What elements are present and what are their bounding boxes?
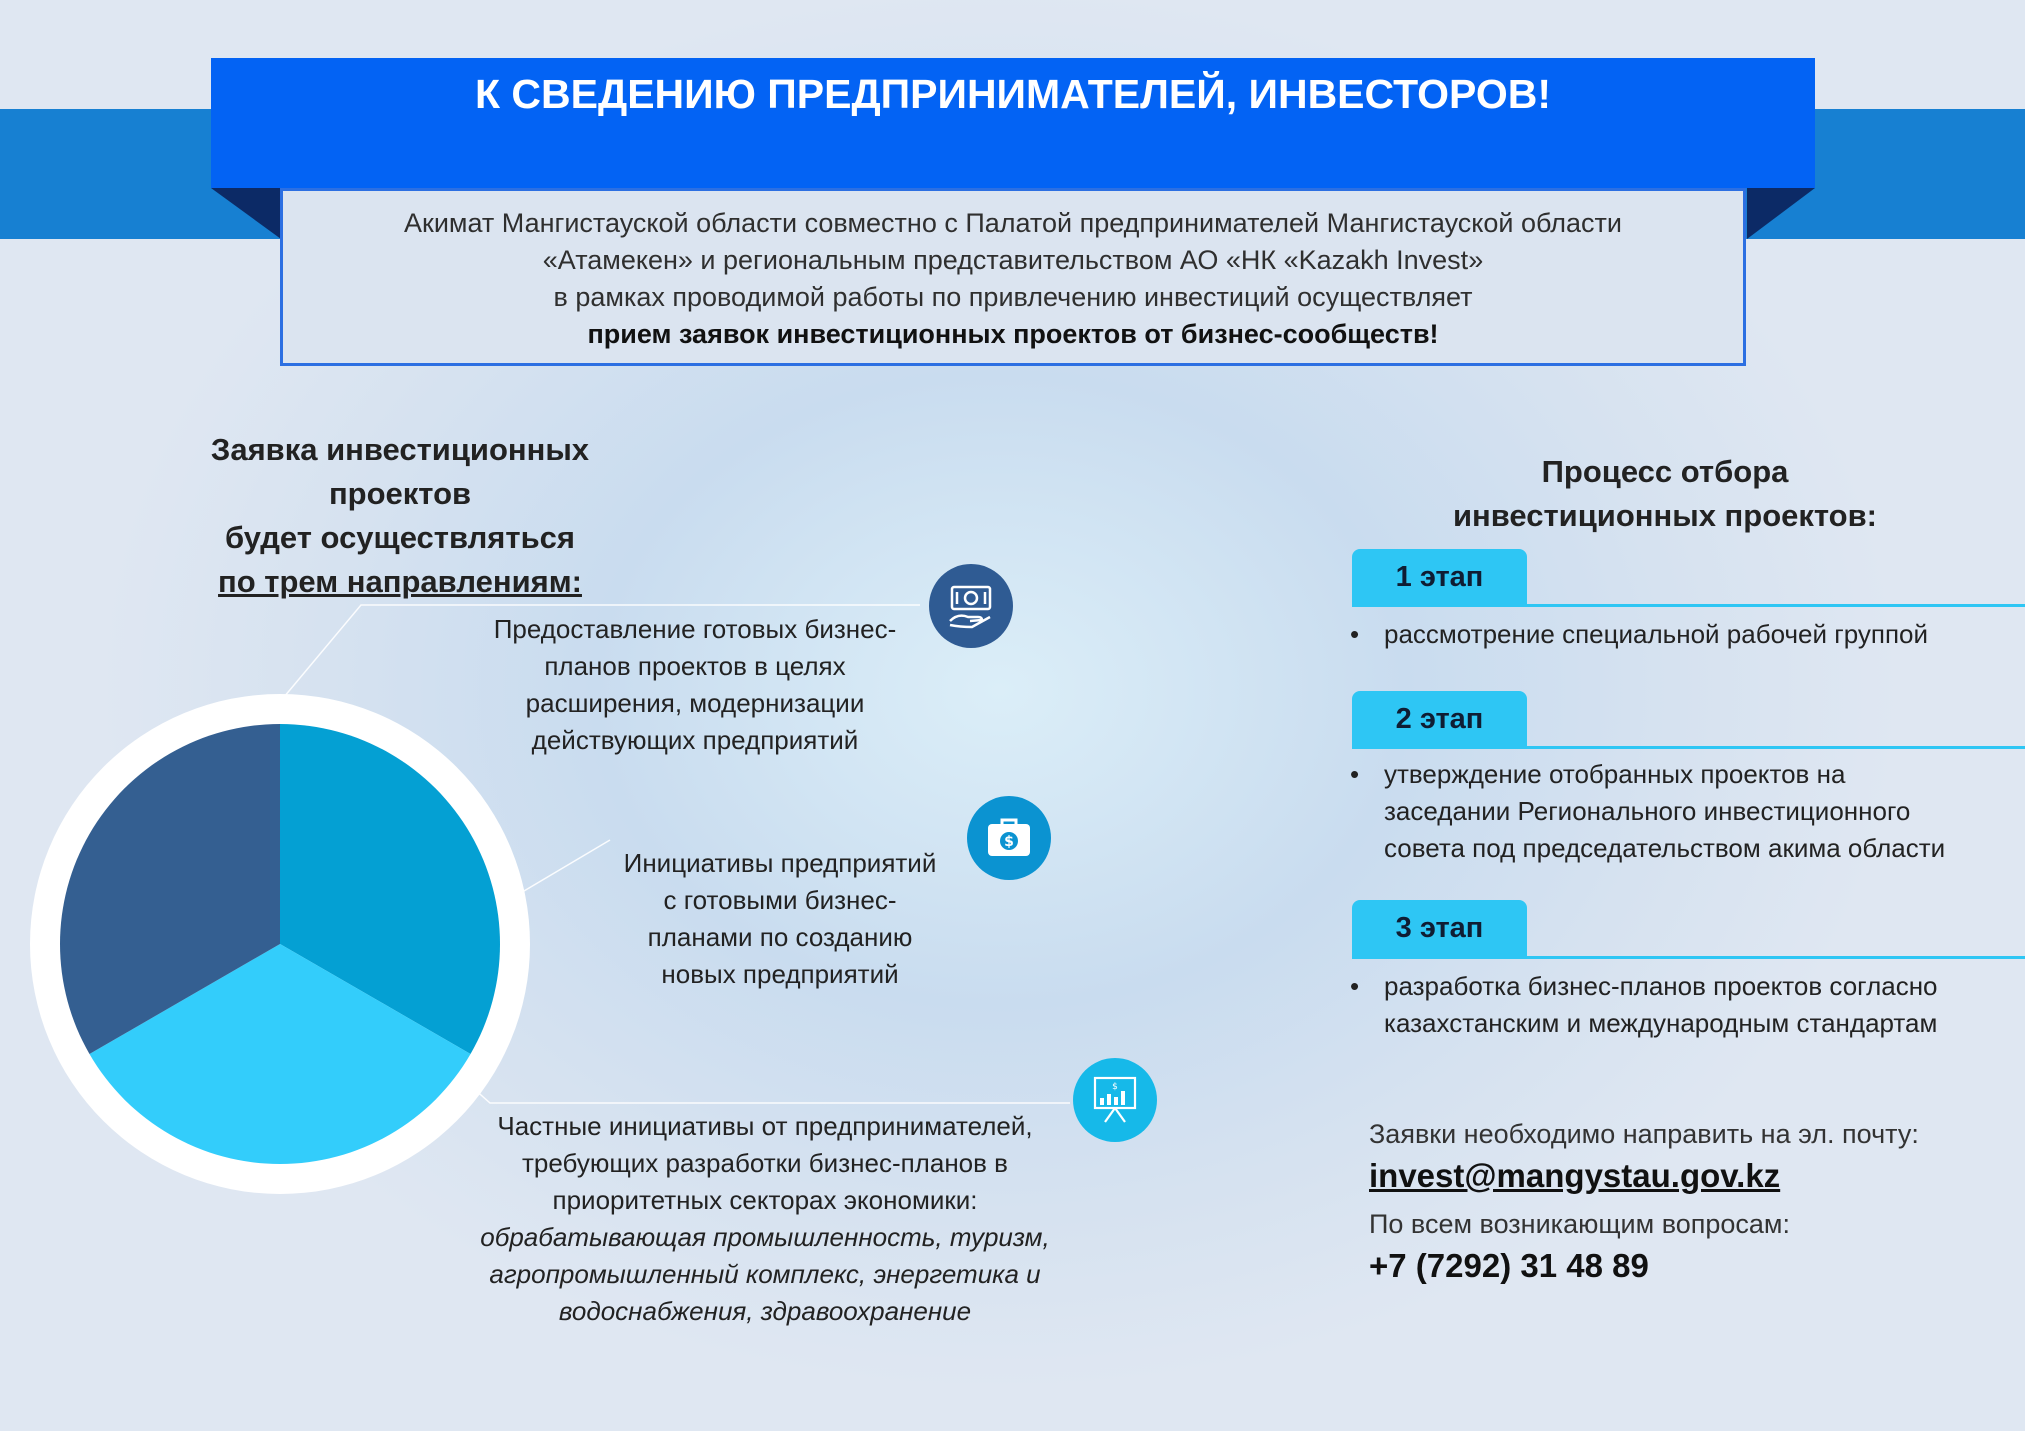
bullet: • [1350,759,1360,789]
direction-line: планами по созданию [647,922,913,952]
direction-line: Инициативы предприятий [623,848,937,878]
stage-2-tab: 2 этап [1352,691,1527,747]
stage-line: заседании Регионального инвестиционного [1384,796,1911,826]
direction-sector-line: водоснабжения, здравоохранение [558,1296,972,1326]
direction-sector-line: агропромышленный комплекс, энергетика и [489,1259,1041,1289]
intro-line: в рамках проводимой работы по привлечению инвестиций осуществляет [553,282,1473,312]
directions-heading-line: Заявка инвестиционных проектов [210,432,590,511]
selection-process-heading [1400,450,1930,538]
direction-2-text [600,845,960,993]
stage-1-divider [1352,604,2025,607]
direction-line: расширения, модернизации [525,688,865,718]
contact-label: Заявки необходимо направить на эл. почту: [1369,1119,1919,1149]
direction-line: приоритетных секторах экономики: [552,1185,978,1215]
stage-3-divider [1352,956,2025,959]
directions-heading [150,428,650,604]
page-title: К СВЕДЕНИЮ ПРЕДПРИНИМАТЕЛЕЙ, ИНВЕСТОРОВ! [475,71,1551,117]
intro-highlight: прием заявок инвестиционных проектов от бизнес-сообществ! [587,319,1439,349]
selection-heading-line: Процесс отбора [1541,454,1789,489]
stage-2-description [1350,756,2010,867]
stage-3-description [1350,968,2010,1042]
direction-sector-line: обрабатывающая промышленность, туризм, [480,1222,1050,1252]
direction-line: с готовыми бизнес- [663,885,897,915]
phone-number[interactable]: +7 (7292) 31 48 89 [1369,1247,1649,1284]
selection-heading-line: инвестиционных проектов: [1452,498,1877,533]
direction-line: Предоставление готовых бизнес- [493,614,897,644]
stage-line: рассмотрение специальной рабочей группой [1384,619,1929,649]
stage-line: разработка бизнес-планов проектов согласно [1384,971,1938,1001]
questions-label: По всем возникающим вопросам: [1369,1209,1790,1239]
header-fold-right [1747,188,1815,239]
header-fold-left [211,188,281,239]
stage-line: совета под председательством акима области [1384,833,1946,863]
stage-2-divider [1352,746,2025,749]
contact-email-link[interactable]: invest@mangystau.gov.kz [1369,1157,1781,1194]
intro-box [280,188,1746,366]
stage-1-description [1350,616,2010,653]
direction-line: планов проектов в целях [544,651,846,681]
svg-text:$: $ [1112,1082,1118,1092]
directions-heading-underlined: по трем направлениям: [218,564,582,599]
svg-text:$: $ [1004,834,1014,850]
direction-3-text [440,1108,1090,1330]
stage-3-tab: 3 этап [1352,900,1527,956]
briefcase-dollar-icon [967,796,1051,880]
direction-line: требующих разработки бизнес-планов в [522,1148,1008,1178]
bullet: • [1350,971,1360,1001]
direction-line: действующих предприятий [531,725,859,755]
stage-line: утверждение отобранных проектов на [1384,759,1846,789]
money-hand-icon [929,564,1013,648]
stage-1-tab: 1 этап [1352,549,1527,605]
direction-1-text [470,611,920,759]
intro-line: Акимат Мангистауской области совместно с Палатой предпринимателей Мангистауской области [404,208,1622,238]
direction-line: новых предприятий [661,959,899,989]
bullet: • [1350,619,1360,649]
directions-heading-line: будет осуществляться [225,520,575,555]
stage-line: казахстанским и международным стандартам [1384,1008,1938,1038]
direction-line: Частные инициативы от предпринимателей, [497,1111,1033,1141]
intro-line: «Атамекен» и региональным представительством АО «НК «Kazakh Invest» [542,245,1484,275]
